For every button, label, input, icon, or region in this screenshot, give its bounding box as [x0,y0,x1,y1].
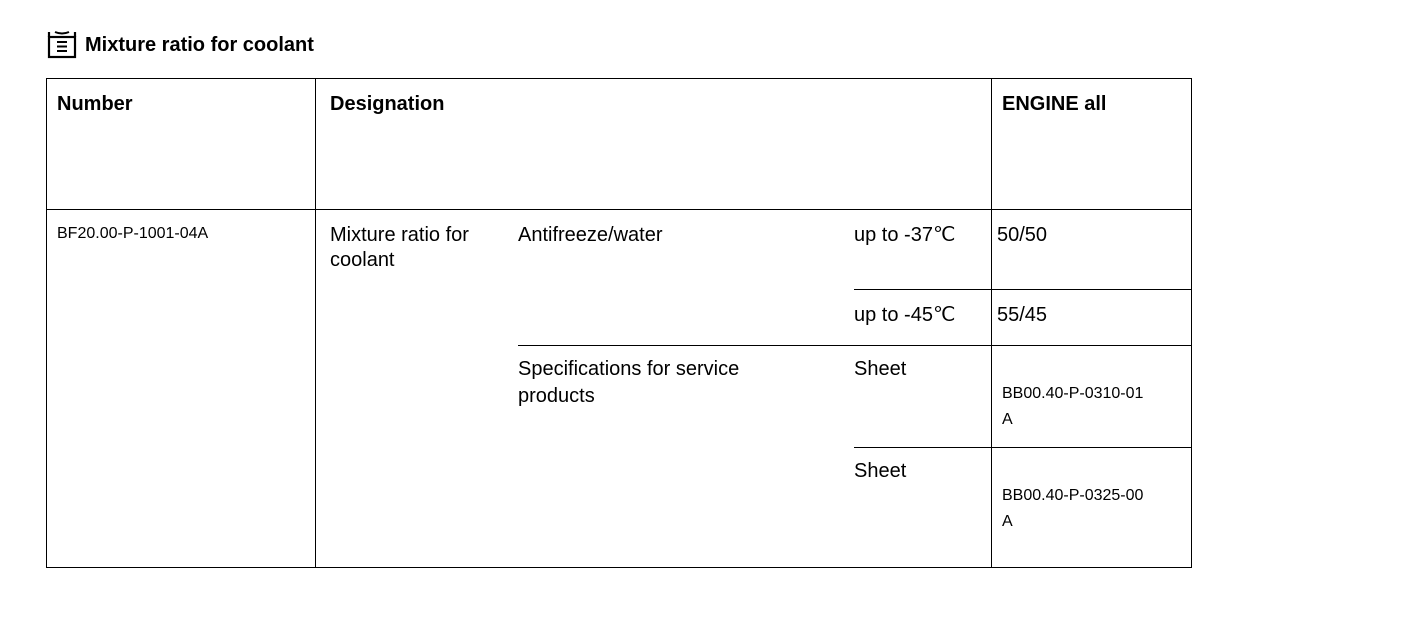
designation-line1: Mixture ratio for [330,224,469,246]
row-divider [518,345,1192,346]
antifreeze-value: 55/45 [997,304,1048,326]
antifreeze-label: Antifreeze/water [518,224,663,246]
antifreeze-condition: up to -37℃ [854,224,956,246]
table-border-bottom [46,567,1192,568]
title-text: Mixture ratio for coolant [85,33,314,56]
page-title [47,30,314,60]
column-divider [991,78,992,568]
header-designation: Designation [330,93,445,115]
designation-line2: coolant [330,249,395,271]
sheet-label: Sheet [854,460,907,482]
row-divider [854,289,1192,290]
antifreeze-condition: up to -45℃ [854,304,956,326]
table-border-right [1191,78,1192,568]
table-border-left [46,78,47,568]
part-number: BF20.00-P-1001-04A [57,225,209,242]
coolant-table [46,78,1192,568]
sheet-reference[interactable]: BB00.40-P-0310-01 [1002,385,1144,402]
column-divider [315,78,316,568]
row-divider [854,447,1192,448]
sheet-label: Sheet [854,358,907,380]
sheet-reference[interactable]: BB00.40-P-0325-00 [1002,487,1144,504]
specifications-label-line1: Specifications for service [518,358,740,380]
header-engine: ENGINE all [1002,93,1107,115]
sheet-reference-suffix: A [1002,411,1013,428]
antifreeze-value: 50/50 [997,224,1048,246]
header-number: Number [57,93,133,115]
specifications-label-line2: products [518,385,595,407]
table-border-top [46,78,1192,79]
header-divider [46,209,1192,210]
document-book-icon [47,31,77,59]
sheet-reference-suffix: A [1002,513,1013,530]
